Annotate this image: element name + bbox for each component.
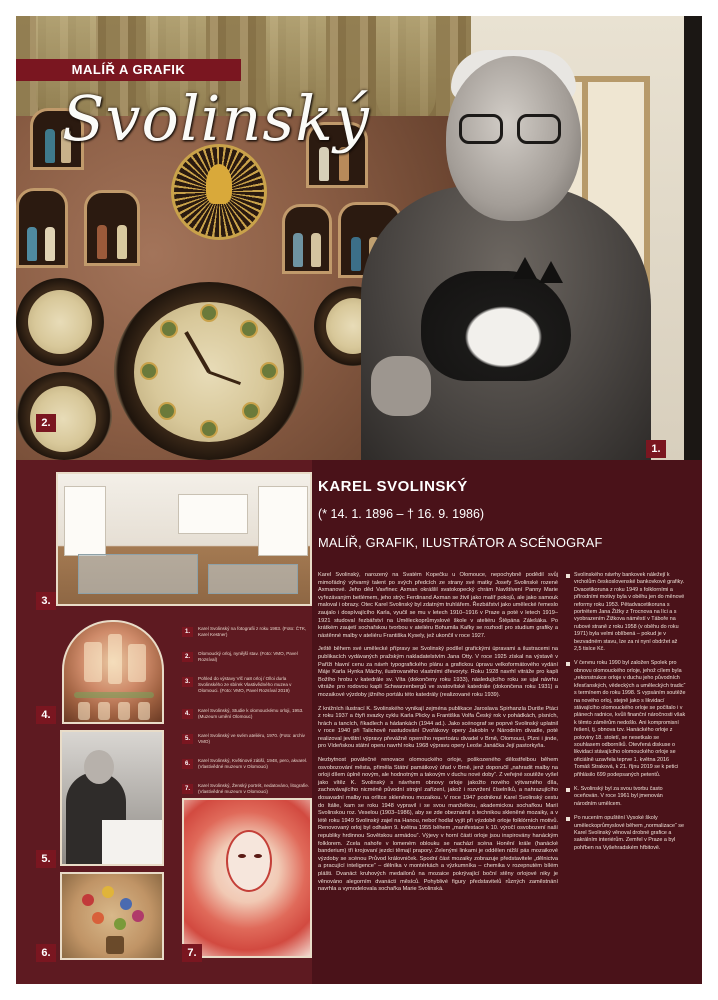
- figurine: [293, 233, 303, 267]
- left-lower-dial: [16, 372, 112, 460]
- rooster-figure: [206, 164, 232, 204]
- artist-name: KAREL SVOLINSKÝ: [318, 478, 468, 495]
- subtitle-label: MALÍŘ A GRAFIK: [71, 62, 186, 77]
- hand: [371, 356, 431, 416]
- bio-paragraph: Karel Svolinský, narozený na Svatém Kopečku u Olomouce, nepochybně podědil svůj mimořádný výtvarný talent po svých předcích ze strany své matky Josefy Svolinské rozené Axmanové. Jeho děd Vavřinec Axman okrášlil svatokopecký chrám Navštívení Panny Marie vyřezávaným betlémem, jeho strýc Ferdinand Axman se živil jako malíř pokojů, ale jako samouk maloval i obrazy. Otec Karel Svolinský byl zdatným truhlářem. Řezbářství jako umělecké řemeslo zaujalo i dospívajícího Karla, vyučil se mu v letech 1910–1916 v Praze a poté v letech 1919–1921 studoval řezbářství na Uměleckoprůmyslové škole v ateliéru Štěpána Zálešáka. Po krátkém zaujetí sochařskou tvorbou v ateliéru Bohumila Kafky se rozhodl pro studium grafiky a nástěnné malby v ateliéru Františka Kysely, jež ukončil v roce 1927.: [318, 572, 558, 639]
- figurine: [311, 233, 321, 267]
- script-title: Svolinský: [62, 82, 370, 155]
- subtitle-bar: [16, 59, 241, 81]
- cat: [421, 271, 571, 381]
- bio-paragraph: Nezbytnost poválečné renovace olomouckého orloje, poškozeného dělostřelbou během osvobozování města, přiměla Státní památkový úřad v Brně, jenž doporučil „nahradit malby na orloji dílem úplně novým, ale hodnotným a takovým v duchu nové doby“. Z veřejné soutěže vyšel jako vítěz K. Svolinský s návrhem obnovy orloje jakožto nového výtvarného díla, zachovávajícího nicméně původní strojní zařízení, jakož i rozvržení číselníků, a nahrazujícího dosavadní malby na orlítce skleněnou mozaikou. V roce 1947 podniknul Karel Svolinský cestu do Itálie, kam se roku 1948 vypravil i se svou manželkou, akademickou sochařkou Marií Svolinskou roz. Veselou (1903–1986), aby se zde obeznámil s technikou skleněné mozaiky, a v létě roku 1949 Svolinský zajel na Hanou, neboť hodlal vyjít při výzdobě orloje folklórních motivů. Renovovaný orloj byl odhalen 9. května 1955 během „manifestace k 10. výročí osvobození naší republiky hrdinnou Sovětskou armádou“. Výjevy v horní části orloje jsou inspirovány hanáckým folklorem. Zcela nahoře v lomeném oblouku se nachází scéna Honění krále (hanácké banderium) tři krojovaní jezdci těmají prapory. Zelenými linkami je oddělen nižší pás mozaikové výzdoby se scénou Průvod královniček. Spodní část mozaiky zobrazuje představitele „dělnictva a pracující inteligence“ – dělníka v montérkách a výzkumníka – chemika v rozepnutém bílém plášti. Dvanáct kruhových medailonů na mozaice pokrývající boční stěny orlojové niky je věnováno alegorním dvanácti měsíců. Pohyblivé figury představitelů různých zaměstnání navrhla a vymodelovala sochařka Marie Svolinská.: [318, 757, 558, 893]
- figure-niche: [16, 188, 68, 268]
- caption-item: 6. Karel Svolinský, Květinové zátiší, 1948, pero, akvarel. (Vlastivědné muzeum v Olomouci): [182, 758, 310, 783]
- orloj-study-artwork: [62, 620, 164, 724]
- glasses-icon: [459, 114, 503, 144]
- figurine: [45, 227, 55, 261]
- figure-niche: [84, 190, 140, 266]
- side-notes: [566, 572, 686, 859]
- badge-2: 2.: [36, 414, 56, 432]
- female-portrait: [182, 798, 312, 958]
- life-dates: (* 14. 1. 1896 – † 16. 9. 1986): [318, 507, 485, 521]
- astronomical-dial: [114, 282, 304, 460]
- figurine: [97, 225, 107, 259]
- badge-7: 7.: [182, 944, 202, 962]
- caption-item: 5. Karel Svolinský ve svém ateliéru, 1970. (Foto: archiv VMO): [182, 733, 310, 758]
- caption-item: 1. Karel Svolinský na fotografii z roku 1983. (Foto: ČTK, Karel Kestner): [182, 626, 310, 651]
- badge-3: 3.: [36, 592, 56, 610]
- left-upper-dial: [16, 278, 104, 366]
- artist-studio-photo: [60, 730, 164, 866]
- badge-6: 6.: [36, 944, 56, 962]
- figure-niche: [282, 204, 332, 274]
- figurine: [117, 225, 127, 259]
- drainpipe: [684, 16, 702, 460]
- side-note: V červnu roku 1990 byl založen Spolek pro obnovu olomouckého orloje, jehož cílem byla „rekonstrukce orloje v duchu jeho původních křesťanských, vědeckých a uměleckých tradic“ s termínem do roku 1998. S vypsáním soutěže na nového orloj, stejně jako s likvidací stávajícího olomouckého orloje se počítalo i v plánech radnice, kvůli finanční náročnosti však k těmto záměrům nedošlo. Ani kompromisní řešení, tj. obnova tzv. Hanáckého orloje z poloviny 18. století, se nesetkalo se souhlasem odborníků. Otevřená diskuse o likvidaci stávajícího olomouckého orloje se oficiálně uzavřela teprve 1. května 2016 Tomáš Straková, k 21. říjnu 2019 se k petici přihlásilo 699 podepsaných petentů.: [566, 660, 686, 779]
- caption-item: 7. Karel Svolinský, Ženský portrét, nedatováno, litografie. (Vlastivědné muzeum v Olomouci): [182, 783, 310, 808]
- side-note: Po nucením opuštění Vysoké školy uměleckoprůmyslové během „normalizace“ se Karel Svolinský věnoval drobné grafice a sakrálním interiérům. Zemřel v Praze a byl pohřben na Vyšehradském hřbitově.: [566, 815, 686, 852]
- caption-list: [182, 626, 310, 808]
- side-note: Svolinského návrhy bankovek náležejí k vrcholům československé bankovkové grafiky. Dvacetikoruna z roku 1949 s folklorními a přírodními motivy byla v oběhu jen do měnové reformy roku 1953. Pětadvacetikoruna s portrétem Jana Žižky z Trocnova na líci a s vyobrazením Žižkova náměstí v Táboře na rubové straně z roku 1958 (v oběhu do roku 1971) byla velmi oblíbená – pokud je v bezvadném stavu, lze za ni nyní obdržet až 2,5 tisíce Kč.: [566, 572, 686, 653]
- caption-item: 4. Karel Svolinský, Studie k olomouckému orloji, 1953. (Muzeum umění Olomouc): [182, 708, 310, 733]
- artist-portrait: [351, 56, 651, 460]
- flower-still-life: [60, 872, 164, 960]
- figurine: [27, 227, 37, 261]
- bio-header: [318, 478, 692, 550]
- badge-4: 4.: [36, 706, 56, 724]
- badge-5: 5.: [36, 850, 56, 868]
- figurine: [45, 129, 55, 163]
- caption-item: 2. Olomoucký orloj, nynější stav. (Foto: VMO, Pavel Rozsíval): [182, 651, 310, 676]
- exhibition-photo: [56, 472, 312, 606]
- bio-text: [318, 572, 558, 900]
- bio-paragraph: Z knižních ilustrací K. Svolinského vynikají zejména publikace Jaroslava Spirhanzla Duriše Ptáci z roku 1937 a čtyři svazky cyklu Karla Plicky a Františka Volfa Český rok v pohádkách, písních, hrách a tancích, říkadlech a hádankách (1944 ad.). Jako scénograf se poprvé Svolinský uplatnil v roce 1940 při Talichově nastudování Dvořákovy opery Jakobín v Národním divadle, poté realizoval jevištní výpravy převážně operního repertoáru divadel v Brně, Olomouci, Plzni i jinde, pro Vídeňskou státní operu navrhl roku 1968 výpravu opery Leoše Janáčka Její pastorkyňa.: [318, 705, 558, 750]
- side-note: K. Svolinský byl za svou tvorbu často oceňován. V roce 1961 byl jmenován národním umělcem.: [566, 786, 686, 808]
- artist-role: MALÍŘ, GRAFIK, ILUSTRÁTOR A SCÉNOGRAF: [318, 535, 603, 550]
- badge-1: 1.: [646, 440, 666, 458]
- caption-item: 3. Pohled do výstavy Vlč na8 orloj / Olloi durla Svolinského ze sbírek Vlastivědného muzea v Olomouci. (Foto: VMO, Pavel Rozsíval 2019): [182, 676, 310, 708]
- bio-paragraph: Ještě během své umělecké přípravy se Svolinský podílel grafickými úpravami a ilustracemi na publikacích vydávaných pražským nakladatelstvím Jana Otty. V roce 1925 získal na výstavě v Paříži hlavní cenu za návrh typografického plánu a grafickou úpravu velkoformátového vydání Máje Karla Hynka Máchy, ilustrovaného vlastními dřevoryty. Roku 1928 navrhl vitráže pro kapli Božího hrobu v katedrále sv. Víta (dokončeny roku 1933), následujícího roku se ujal návrhu vitráže pro rodovou kapli Schwarzenbergů ve svatovítské katedrále (dokončena roku 1931) a mozaikové výzdoby jižního portálu této katedrály (realizované roku 1939).: [318, 646, 558, 698]
